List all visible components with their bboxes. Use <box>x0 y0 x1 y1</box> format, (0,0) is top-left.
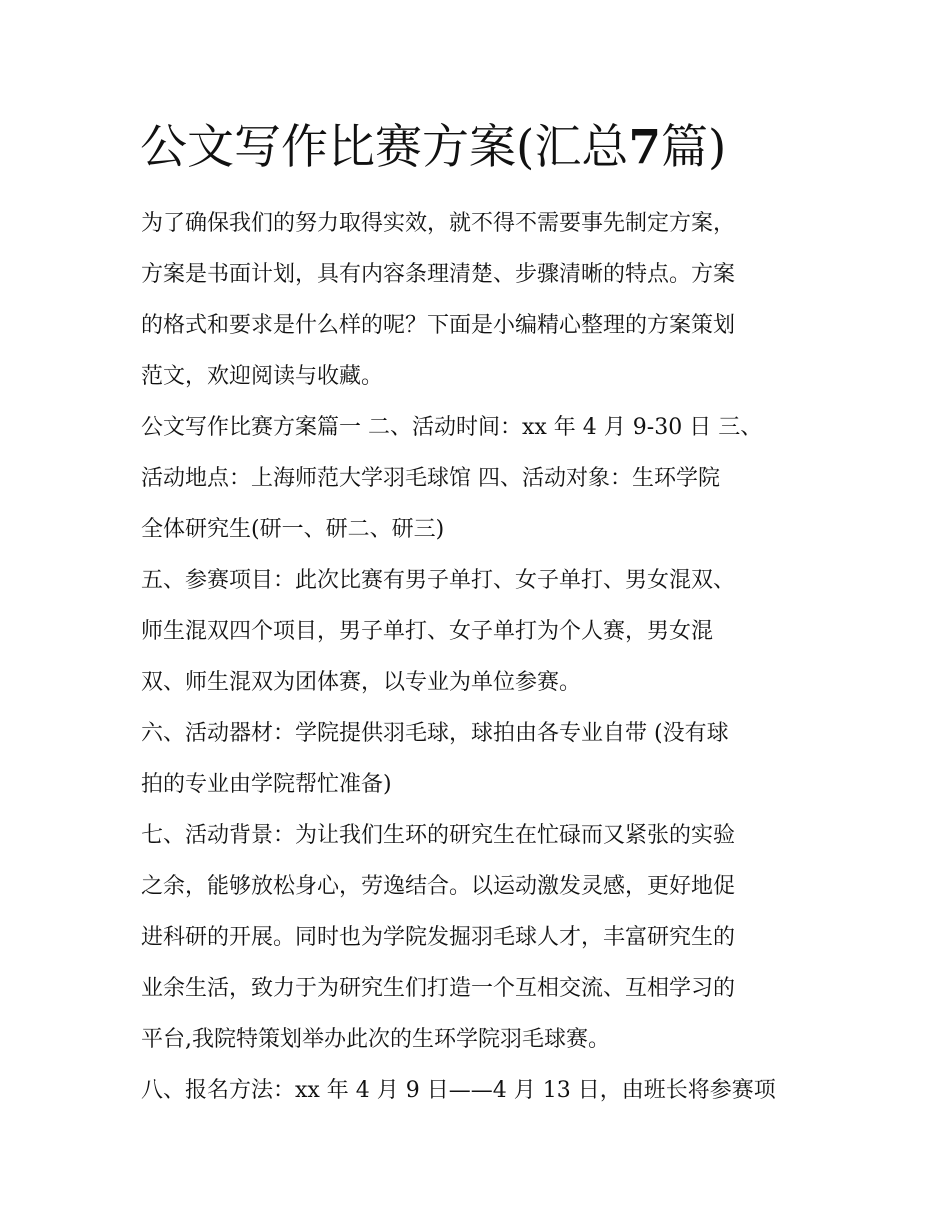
text-line: 五、参赛项目：此次比赛有男子单打、女子单打、男女混双、 <box>141 568 736 593</box>
text-line: 进科研的开展。同时也为学院发掘羽毛球人才，丰富研究生的 <box>141 925 736 950</box>
document-title <box>140 118 860 178</box>
text-line: 全体研究生(研一、研二、研三) <box>141 517 445 542</box>
text-line: 拍的专业由学院帮忙准备) <box>141 772 392 797</box>
text-line: 八、报名方法：xx 年 4 月 9 日——4 月 13 日，由班长将参赛项 <box>141 1078 776 1103</box>
text-line: 六、活动器材：学院提供羽毛球，球拍由各专业自带 (没有球 <box>141 721 729 746</box>
title-number: 7 <box>628 120 662 175</box>
text-line: 公文写作比赛方案篇一 二、活动时间：xx 年 4 月 9-30 日 三、 <box>141 415 763 440</box>
text-line: 业余生活，致力于为研究生们打造一个互相交流、互相学习的 <box>141 976 736 1001</box>
paragraph-section-6 <box>141 708 813 810</box>
text-line: 为了确保我们的努力取得实效，就不得不需要事先制定方案， <box>141 211 736 236</box>
text-line: 方案是书面计划，具有内容条理清楚、步骤清晰的特点。方案 <box>141 262 736 287</box>
text-line: 平台,我院特策划举办此次的生环学院羽毛球赛。 <box>141 1027 610 1052</box>
text-line: 七、活动背景：为让我们生环的研究生在忙碌而又紧张的实验 <box>141 823 736 848</box>
document-body <box>141 198 813 1116</box>
paragraph-section-7 <box>141 810 813 1065</box>
title-text: 公文写作比赛方案(汇总 <box>140 120 629 175</box>
text-line: 的格式和要求是什么样的呢？下面是小编精心整理的方案策划 <box>141 313 736 338</box>
text-line: 双、师生混双为团体赛，以专业为单位参赛。 <box>141 670 582 695</box>
text-line: 范文，欢迎阅读与收藏。 <box>141 364 384 389</box>
text-line: 活动地点：上海师范大学羽毛球馆 四、活动对象：生环学院 <box>141 466 720 491</box>
paragraph-section-5 <box>141 555 813 708</box>
paragraph-section-1 <box>141 402 813 555</box>
text-line: 师生混双四个项目，男子单打、女子单打为个人赛，男女混 <box>141 619 714 644</box>
text-line: 之余，能够放松身心，劳逸结合。以运动激发灵感，更好地促 <box>141 874 736 899</box>
paragraph-intro <box>141 198 813 402</box>
paragraph-section-8 <box>141 1065 813 1116</box>
title-suffix: 篇) <box>661 120 727 175</box>
